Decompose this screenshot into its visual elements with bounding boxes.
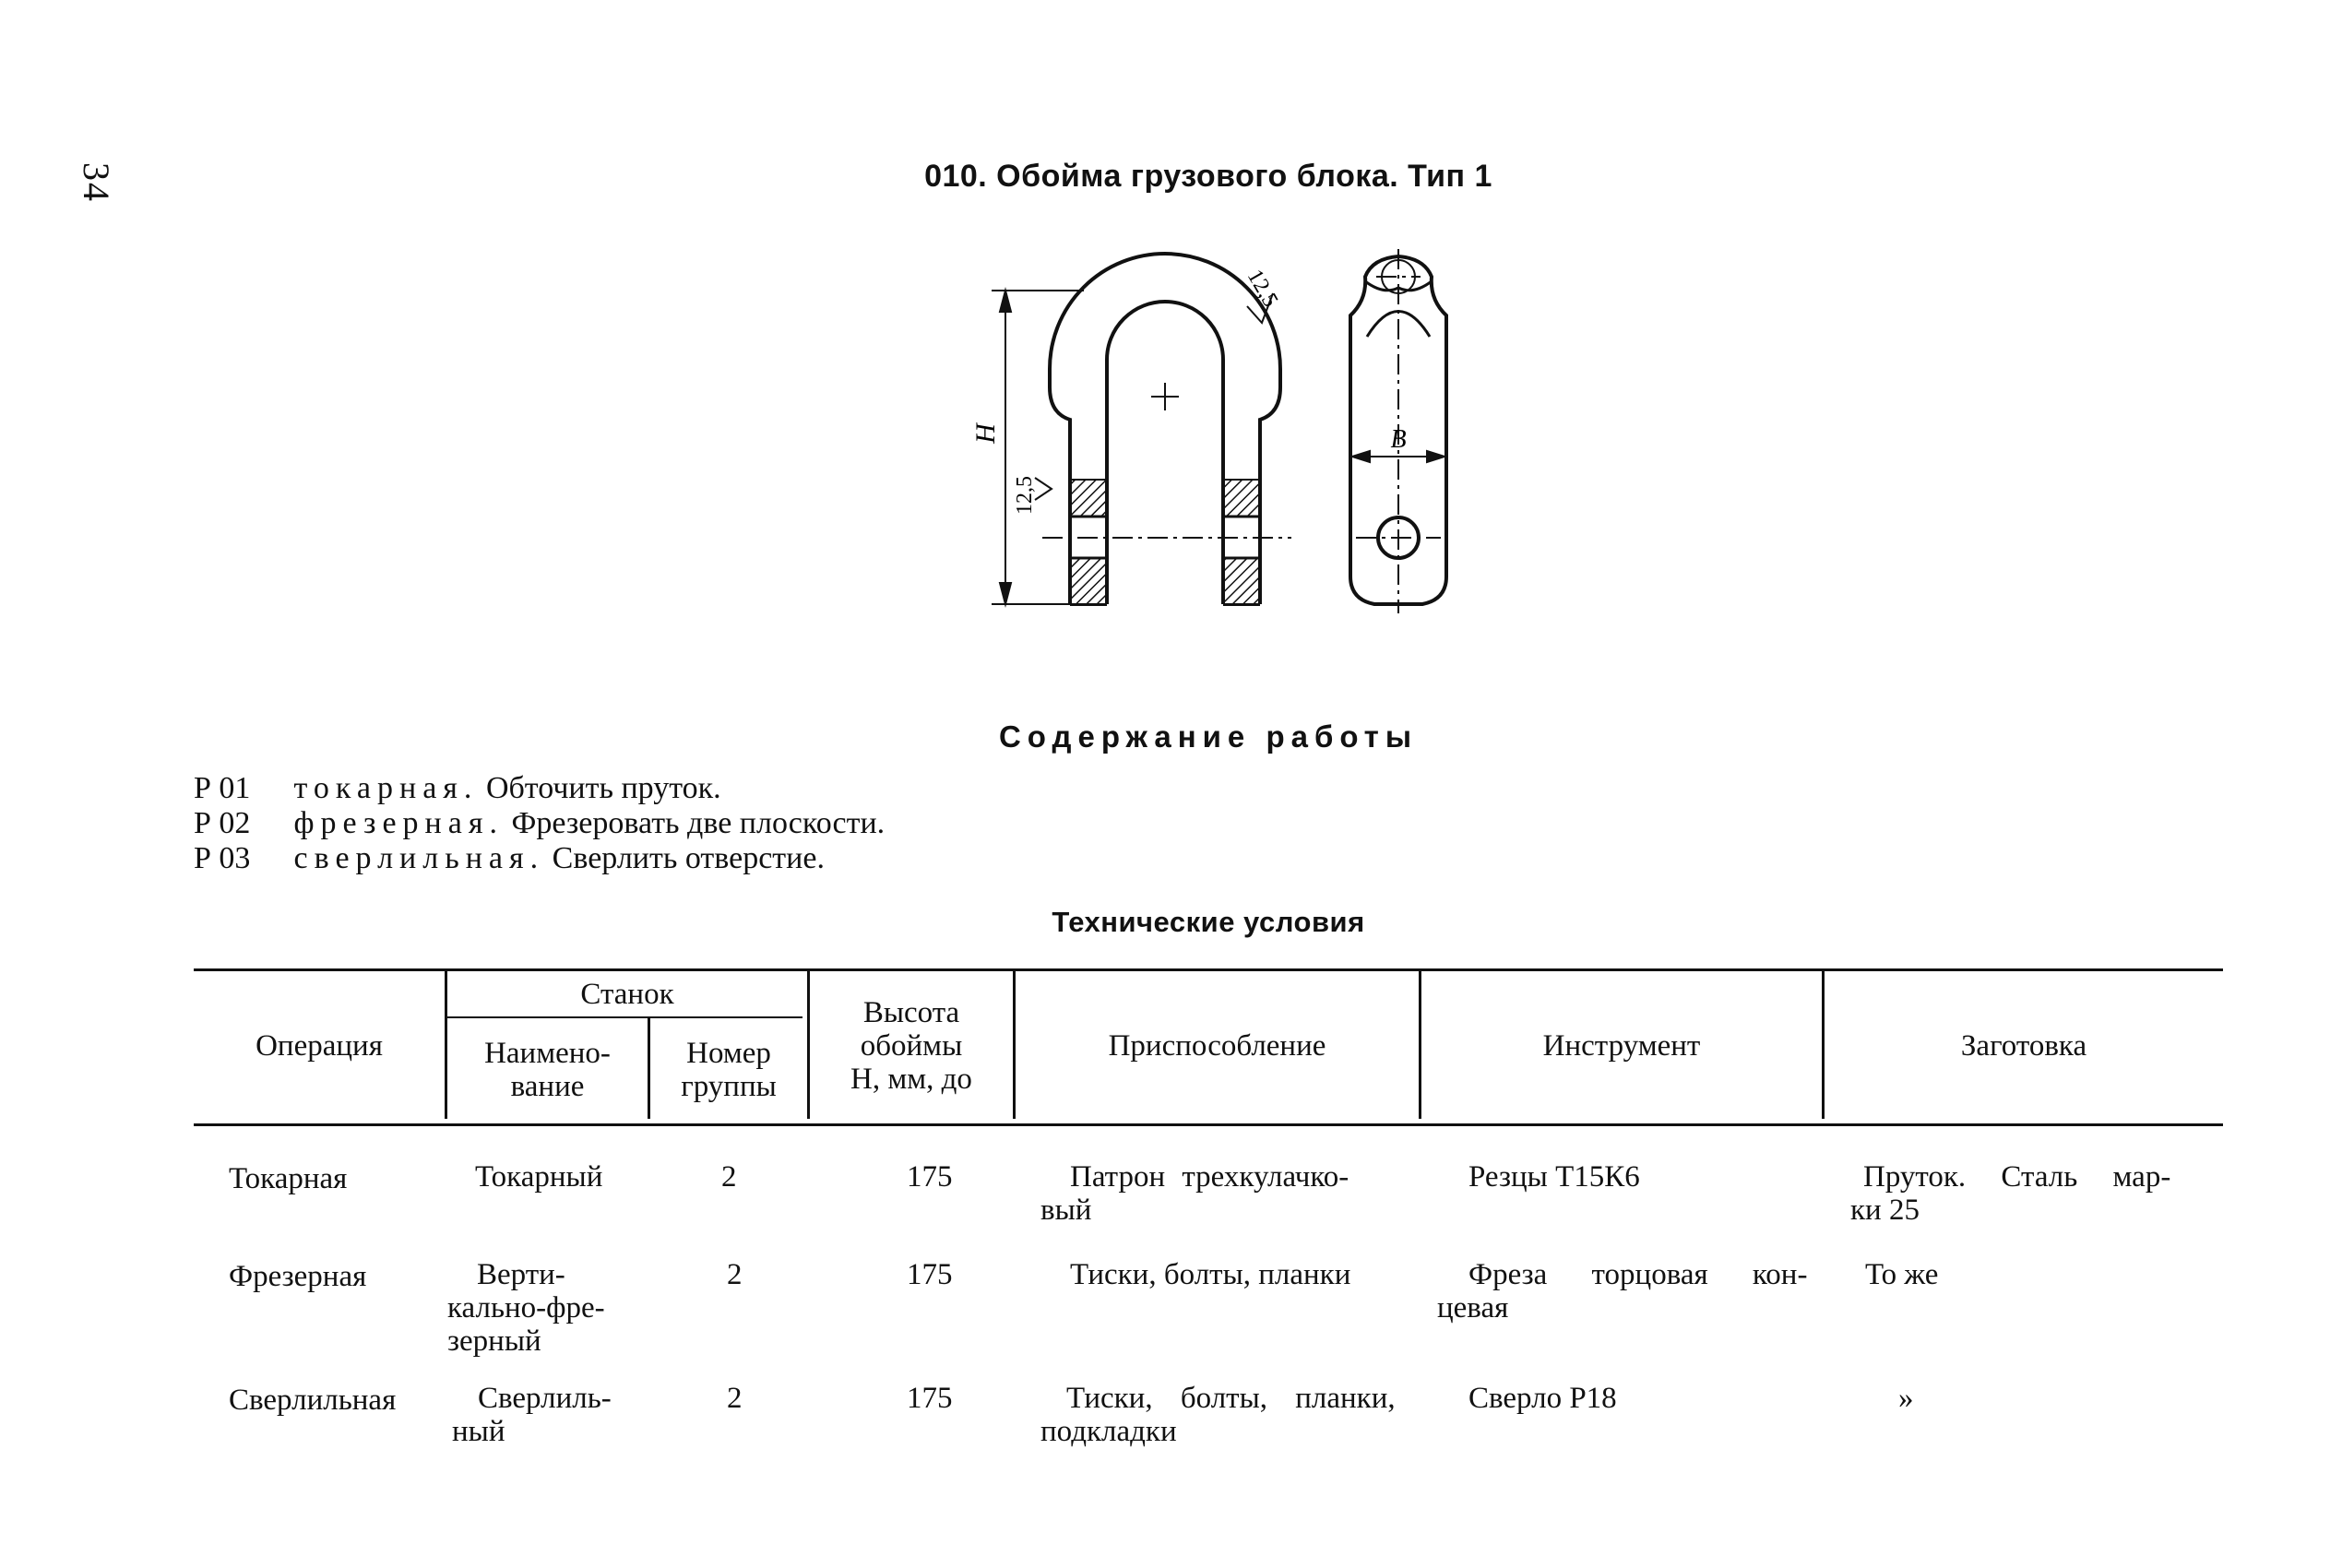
cell-line: кально-фре- xyxy=(447,1291,605,1324)
tech-conditions-title: Технические условия xyxy=(1052,906,1365,938)
header-operation: Операция xyxy=(256,1029,383,1063)
cell-machine xyxy=(475,1160,602,1194)
operation-name: токарная. xyxy=(293,771,479,805)
cell-fixture xyxy=(1040,1382,1437,1448)
cell-line: Токарный xyxy=(475,1160,603,1194)
cell-line: ки 25 xyxy=(1850,1194,1920,1227)
cell-line: Тиски, болты, планки, xyxy=(1066,1382,1396,1415)
cell-line: Патрон трехкулачко- xyxy=(1070,1160,1349,1194)
cell-group: 2 xyxy=(727,1382,743,1415)
header-machine: Станок xyxy=(580,978,674,1011)
cell-line: Пруток. Сталь мар- xyxy=(1863,1160,2171,1194)
operation-name: фрезерная. xyxy=(293,806,504,840)
roughness-mark-side xyxy=(1035,478,1052,500)
cell-fixture xyxy=(1040,1160,1409,1227)
cell-blank xyxy=(1898,1382,1914,1415)
cell-line: вый xyxy=(1040,1194,1092,1227)
header-line: Высота xyxy=(862,996,960,1029)
cell-line: цевая xyxy=(1437,1291,1509,1324)
header-fixture: Приспособление xyxy=(1108,1029,1326,1063)
page-number: 34 xyxy=(76,162,117,203)
operation-code: Р 03 xyxy=(194,841,251,875)
roughness-label-side: 12,5 xyxy=(1013,476,1037,515)
operation-text: Сверлить отверстие. xyxy=(552,841,825,875)
header-line: Номер xyxy=(686,1037,771,1070)
front-view xyxy=(1050,254,1280,604)
cell-line: Сверлиль- xyxy=(478,1382,612,1415)
cell-line: Сверло Р18 xyxy=(1468,1382,1617,1415)
cell-machine xyxy=(452,1382,612,1448)
header-blank: Заготовка xyxy=(1960,1029,2087,1063)
cell-line: зерный xyxy=(447,1324,541,1358)
part-drawing xyxy=(950,249,1504,618)
cell-operation: Фрезерная xyxy=(229,1260,367,1293)
cell-group: 2 xyxy=(721,1160,737,1194)
cell-blank xyxy=(1865,1258,1938,1291)
header-group-number xyxy=(650,1037,807,1103)
cell-operation: Токарная xyxy=(229,1162,348,1195)
header-machine-name xyxy=(447,1037,648,1103)
cell-height: 175 xyxy=(907,1382,953,1415)
cell-fixture xyxy=(1070,1258,1350,1291)
table-header-rule xyxy=(194,1123,2223,1126)
cell-line: подкладки xyxy=(1040,1415,1177,1448)
operation-code: Р 02 xyxy=(194,806,251,840)
operation-name: сверлильная. xyxy=(293,841,545,875)
operations-list xyxy=(194,771,885,876)
height-label: H xyxy=(970,423,1001,444)
width-label: B xyxy=(1390,425,1407,454)
cell-height: 175 xyxy=(907,1160,953,1194)
cell-line: Тиски, болты, планки xyxy=(1070,1258,1351,1291)
cell-group: 2 xyxy=(727,1258,743,1291)
cell-height: 175 xyxy=(907,1258,953,1291)
cell-line: ный xyxy=(452,1415,505,1448)
operation-line xyxy=(194,771,885,806)
header-tool: Инструмент xyxy=(1542,1029,1701,1063)
cell-line: Резцы Т15К6 xyxy=(1468,1160,1640,1194)
operation-text: Обточить пруток. xyxy=(485,771,721,805)
cell-operation: Сверлильная xyxy=(229,1384,397,1417)
operation-code: Р 01 xyxy=(194,771,251,805)
cell-machine xyxy=(447,1258,605,1358)
content-section-title: Содержание работы xyxy=(998,719,1419,754)
header-line: Н, мм, до xyxy=(850,1063,972,1096)
header-line: вание xyxy=(510,1070,585,1103)
operation-text: Фрезеровать две плоскости. xyxy=(511,806,886,840)
cell-line: » xyxy=(1898,1382,1914,1415)
document-title: 010. Обойма грузового блока. Тип 1 xyxy=(924,159,1492,194)
cell-line: Верти- xyxy=(477,1258,565,1291)
hatched-sections xyxy=(1071,480,1259,604)
header-height xyxy=(810,996,1013,1096)
header-line: группы xyxy=(681,1070,777,1103)
cell-line: То же xyxy=(1865,1258,1939,1291)
center-cross xyxy=(1151,383,1179,410)
cell-tool xyxy=(1437,1258,1834,1324)
cell-tool xyxy=(1468,1160,1640,1194)
cell-blank xyxy=(1850,1160,2223,1227)
machine-subheader-rule xyxy=(446,1016,802,1018)
table-top-rule xyxy=(194,968,2223,971)
header-line: Наимено- xyxy=(484,1037,611,1070)
header-line: обоймы xyxy=(860,1029,963,1063)
operation-line xyxy=(194,841,885,876)
cell-tool xyxy=(1468,1382,1617,1415)
roughness-label-top: 12,5 xyxy=(1242,266,1283,312)
cell-line: Фреза торцовая кон- xyxy=(1468,1258,1808,1291)
operation-line xyxy=(194,806,885,841)
